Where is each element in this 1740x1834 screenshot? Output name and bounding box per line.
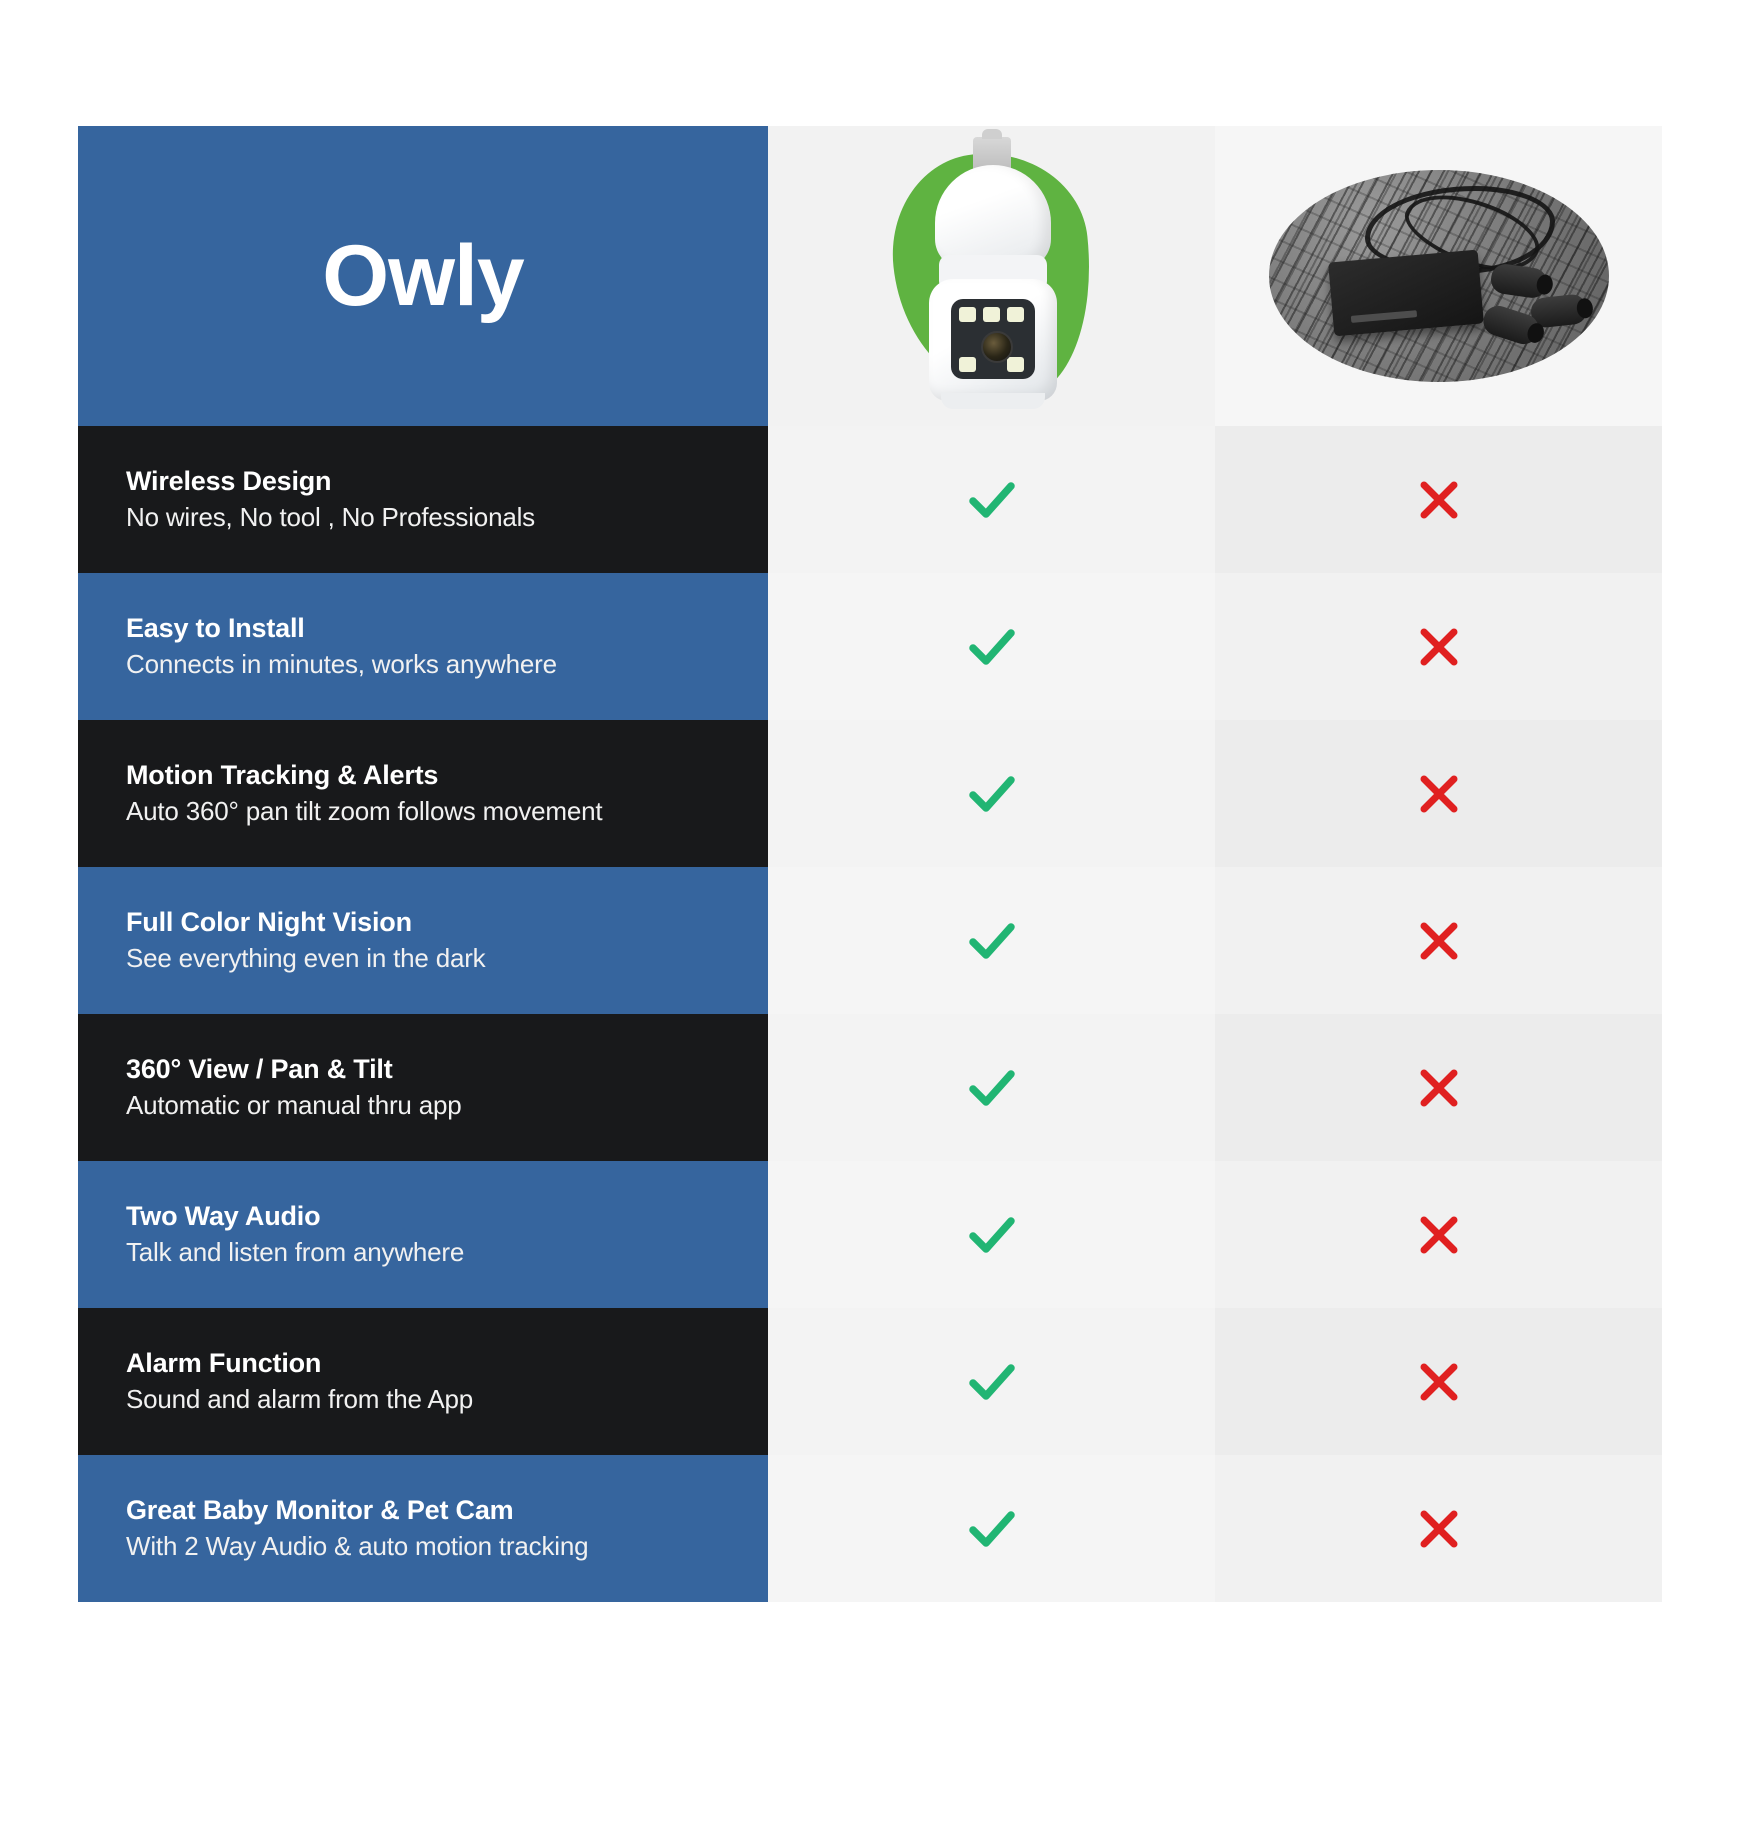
cross-icon [1417,625,1461,669]
feature-subtitle: Sound and alarm from the App [126,1383,474,1414]
competitor-result-cell [1215,867,1662,1014]
check-icon [965,620,1019,674]
table-row [78,1455,1662,1602]
feature-title: Great Baby Monitor & Pet Cam [126,1494,514,1525]
competitor-result-cell [1215,720,1662,867]
competitor-product-image-cell [1215,126,1662,426]
owly-camera-illustration [877,131,1107,421]
check-icon [965,1502,1019,1556]
cross-icon [1417,478,1461,522]
competitor-result-cell [1215,1161,1662,1308]
feature-title: Easy to Install [126,612,305,643]
led-light [959,307,976,322]
table-row [78,867,1662,1014]
camera-lens [981,331,1013,363]
competitor-result-cell [1215,1014,1662,1161]
feature-cell [78,1308,768,1455]
competitor-result-cell [1215,426,1662,573]
table-body [78,426,1662,1602]
feature-cell [78,573,768,720]
table-row [78,1308,1662,1455]
table-row [78,1014,1662,1161]
feature-cell [78,720,768,867]
competitor-result-cell [1215,1455,1662,1602]
feature-subtitle: Automatic or manual thru app [126,1089,462,1120]
feature-subtitle: See everything even in the dark [126,942,486,973]
feature-cell [78,1014,768,1161]
owly-result-cell [768,426,1215,573]
table-row [78,1161,1662,1308]
feature-title: Two Way Audio [126,1200,321,1231]
competitor-result-cell [1215,1308,1662,1455]
owly-result-cell [768,1014,1215,1161]
check-icon [965,914,1019,968]
check-icon [965,1208,1019,1262]
check-icon [965,473,1019,527]
cross-icon [1417,1360,1461,1404]
bullet-camera [1489,262,1549,300]
owly-result-cell [768,1161,1215,1308]
cross-icon [1417,1213,1461,1257]
table-row [78,720,1662,867]
feature-cell [78,1161,768,1308]
owly-result-cell [768,573,1215,720]
led-light [1007,307,1024,322]
owly-result-cell [768,1455,1215,1602]
feature-cell [78,867,768,1014]
feature-subtitle: With 2 Way Audio & auto motion tracking [126,1530,589,1561]
feature-subtitle: Auto 360° pan tilt zoom follows movement [126,795,603,826]
brand-title: Owly [322,228,524,324]
feature-cell [78,426,768,573]
feature-subtitle: Connects in minutes, works anywhere [126,648,557,679]
led-light [959,357,976,372]
check-icon [965,767,1019,821]
table-row [78,573,1662,720]
cross-icon [1417,919,1461,963]
led-light [1007,357,1024,372]
feature-cell [78,1455,768,1602]
brand-cell [78,126,768,426]
table-header-row [78,126,1662,426]
owly-result-cell [768,720,1215,867]
cross-icon [1417,772,1461,816]
table-row [78,426,1662,573]
dvr-box [1328,250,1484,337]
feature-title: 360° View / Pan & Tilt [126,1053,393,1084]
competitor-result-cell [1215,573,1662,720]
cross-icon [1417,1066,1461,1110]
messy-wires-photo [1269,170,1609,382]
bulb-body [935,165,1051,269]
led-light [983,307,1000,322]
feature-title: Alarm Function [126,1347,322,1378]
feature-subtitle: No wires, No tool , No Professionals [126,501,535,532]
feature-title: Motion Tracking & Alerts [126,759,439,790]
owly-result-cell [768,867,1215,1014]
owly-result-cell [768,1308,1215,1455]
comparison-table [78,126,1662,1602]
owly-product-image-cell [768,126,1215,426]
feature-title: Wireless Design [126,465,332,496]
check-icon [965,1355,1019,1409]
cross-icon [1417,1507,1461,1551]
check-icon [965,1061,1019,1115]
feature-subtitle: Talk and listen from anywhere [126,1236,465,1267]
camera-foot [941,393,1045,409]
feature-title: Full Color Night Vision [126,906,412,937]
